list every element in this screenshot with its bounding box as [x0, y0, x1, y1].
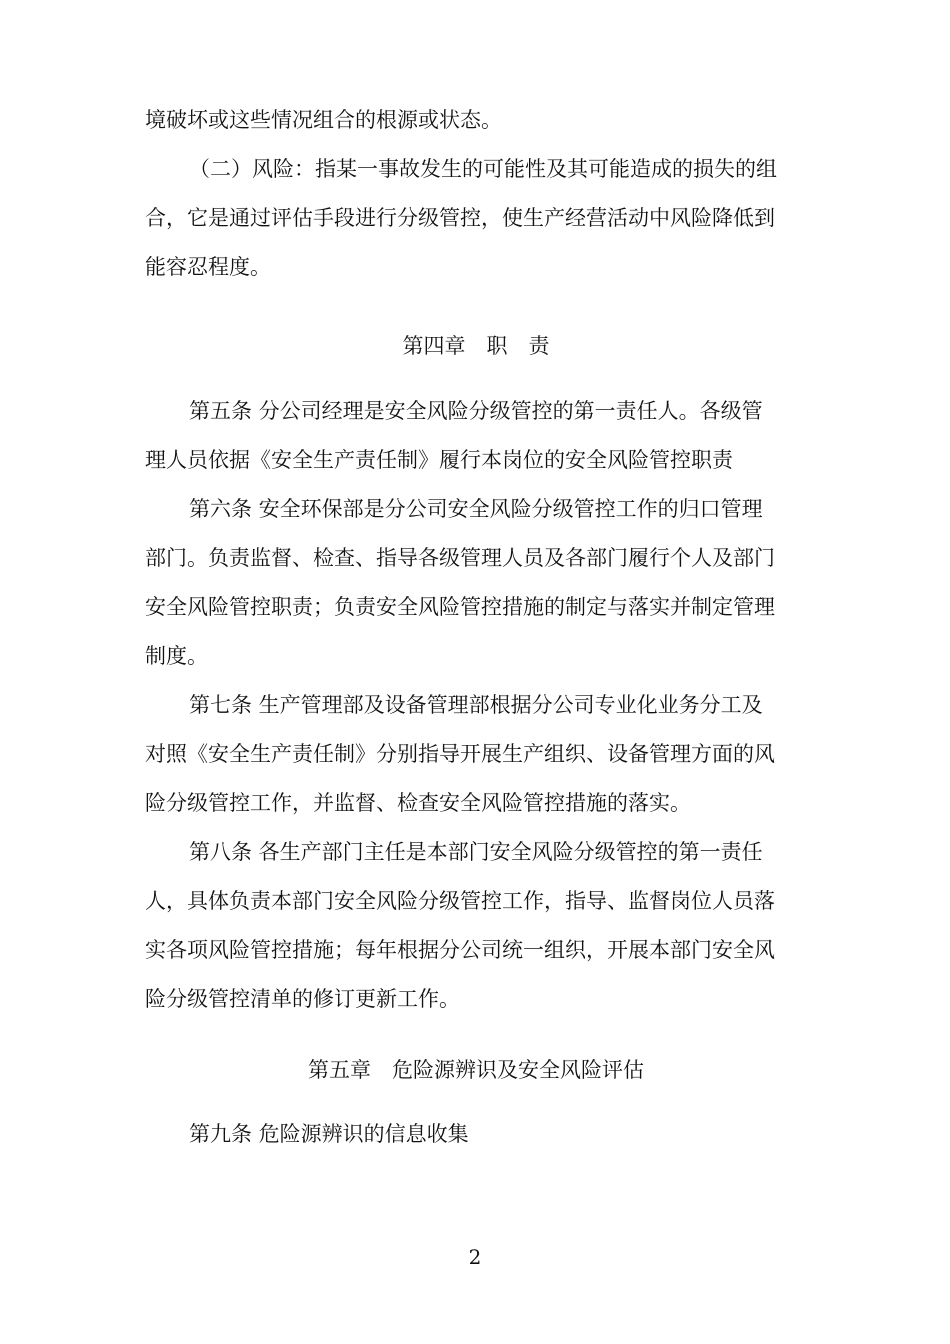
article-9-line-1: 第九条 危险源辨识的信息收集: [189, 1122, 469, 1146]
definition-risk-line-1: （二）风险：指某一事故发生的可能性及其可能造成的损失的组: [189, 157, 777, 181]
article-5-line-1: 第五条 分公司经理是安全风险分级管控的第一责任人。各级管: [189, 399, 763, 423]
article-8-line-3: 实各项风险管控措施；每年根据分公司统一组织，开展本部门安全风: [145, 938, 775, 962]
article-6-line-3: 安全风险管控职责；负责安全风险管控措施的制定与落实并制定管理: [145, 595, 775, 619]
chapter-4-heading: 第四章 职 责: [402, 334, 550, 358]
article-6-line-2: 部门。负责监督、检查、指导各级管理人员及各部门履行个人及部门: [145, 546, 775, 570]
paragraph-continuation-line: 境破坏或这些情况组合的根源或状态。: [145, 108, 502, 132]
article-7-line-1: 第七条 生产管理部及设备管理部根据分公司专业化业务分工及: [189, 693, 763, 717]
article-8-line-1: 第八条 各生产部门主任是本部门安全风险分级管控的第一责任: [189, 840, 763, 864]
article-7-line-3: 险分级管控工作，并监督、检查安全风险管控措施的落实。: [145, 791, 691, 815]
article-6-line-1: 第六条 安全环保部是分公司安全风险分级管控工作的归口管理: [189, 497, 763, 521]
definition-risk-line-3: 能容忍程度。: [145, 255, 271, 279]
chapter-5-heading: 第五章 危险源辨识及安全风险评估: [308, 1058, 644, 1082]
page-number: 2: [468, 1245, 482, 1269]
article-8-line-2: 人，具体负责本部门安全风险分级管控工作，指导、监督岗位人员落: [145, 889, 775, 913]
article-5-line-2: 理人员依据《安全生产责任制》履行本岗位的安全风险管控职责: [145, 448, 733, 472]
article-8-line-4: 险分级管控清单的修订更新工作。: [145, 987, 460, 1011]
article-6-line-4: 制度。: [145, 644, 208, 668]
definition-risk-line-2: 合，它是通过评估手段进行分级管控，使生产经营活动中风险降低到: [145, 206, 775, 230]
article-7-line-2: 对照《安全生产责任制》分别指导开展生产组织、设备管理方面的风: [145, 742, 775, 766]
